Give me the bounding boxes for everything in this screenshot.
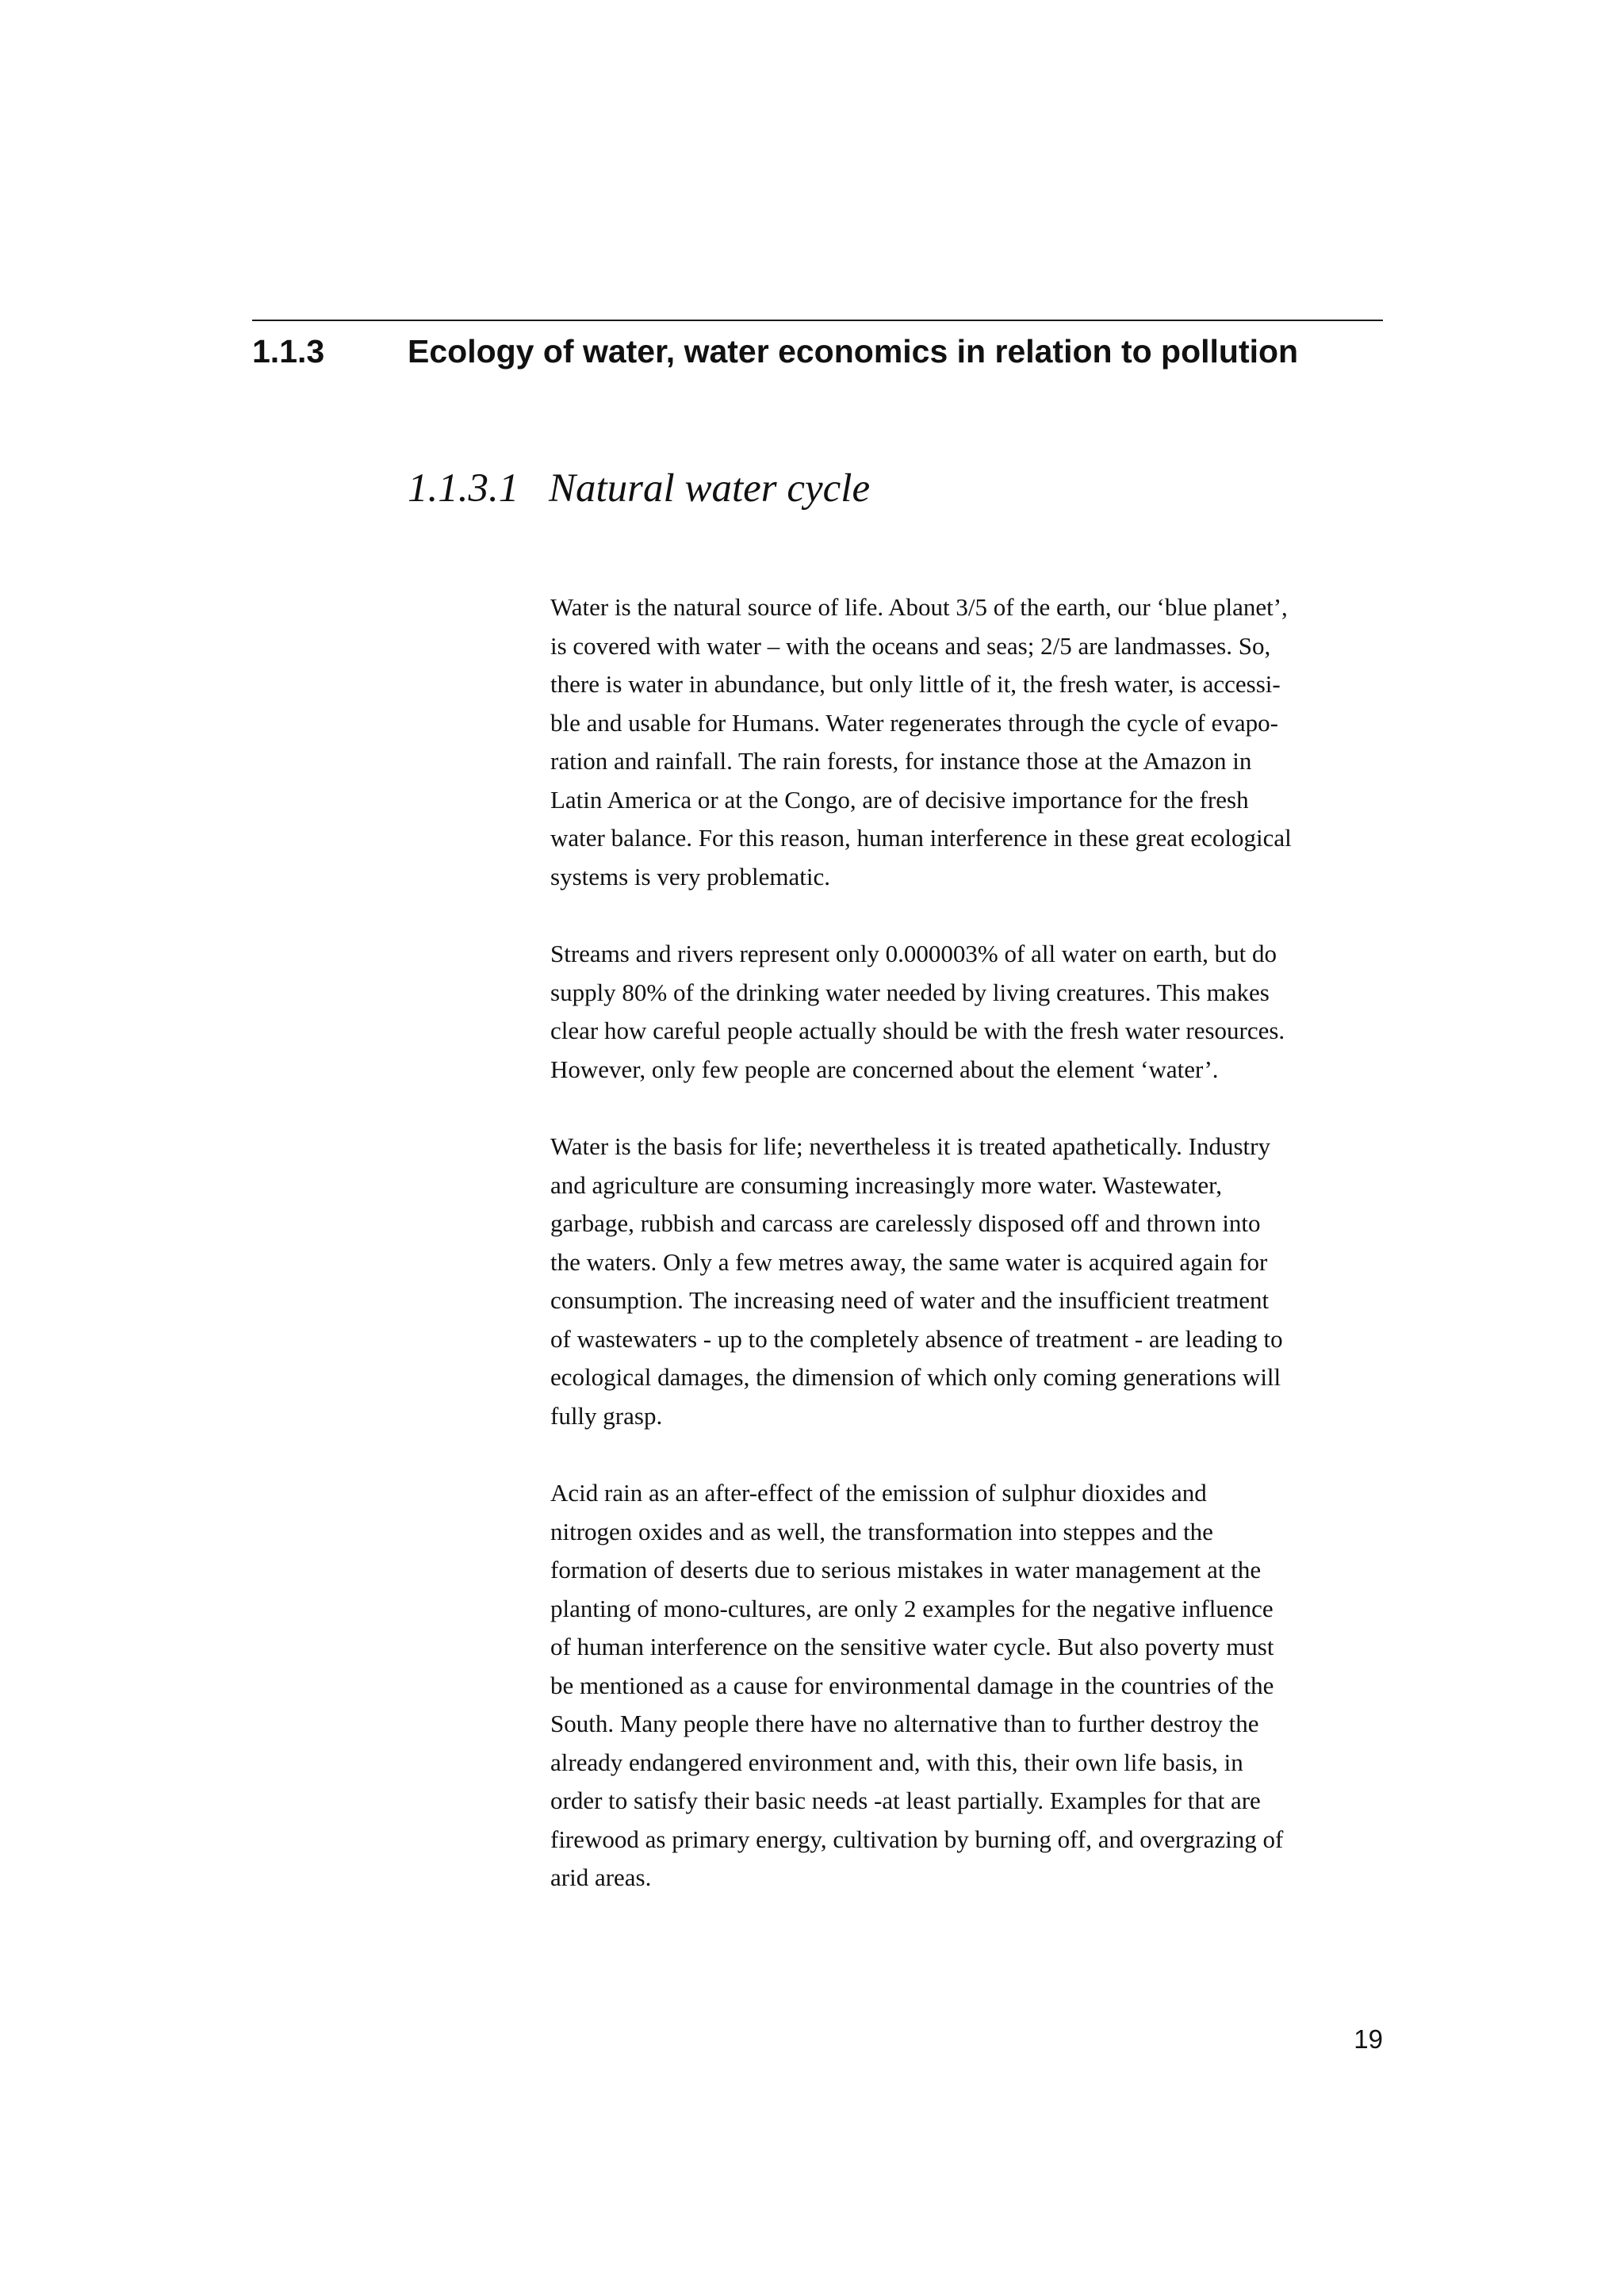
text-line: Streams and rivers represent only 0.000003% of all water on earth, but do bbox=[550, 940, 1277, 967]
text-line: consumption. The increasing need of water and the insufficient treatment bbox=[550, 1286, 1270, 1314]
text-line: water balance. For this reason, human interference in these great ecological bbox=[550, 824, 1292, 852]
subsection-title: Natural water cycle bbox=[549, 466, 871, 511]
text-line: fully grasp. bbox=[550, 1401, 663, 1430]
paragraph bbox=[550, 1474, 1383, 1898]
text-line: ration and rainfall. The rain forests, for instance those at the Amazon in bbox=[550, 747, 1252, 775]
text-line: and agriculture are consuming increasingly more water. Wastewater, bbox=[550, 1170, 1223, 1199]
body-text bbox=[550, 588, 1383, 1936]
section-rule bbox=[252, 320, 1383, 321]
text-line: ecological damages, the dimension of which only coming generations will bbox=[550, 1363, 1281, 1391]
text-line: formation of deserts due to serious mistakes in water management at the bbox=[550, 1556, 1262, 1584]
text-line: planting of mono-cultures, are only 2 examples for the negative influence bbox=[550, 1594, 1274, 1622]
paragraph bbox=[550, 588, 1383, 896]
subsection-number: 1.1.3.1 bbox=[408, 466, 519, 511]
subsection-heading bbox=[408, 461, 870, 515]
text-line: nitrogen oxides and as well, the transformation into steppes and the bbox=[550, 1517, 1213, 1545]
text-line: of human interference on the sensitive water cycle. But also poverty must bbox=[550, 1633, 1274, 1660]
text-line: the waters. Only a few metres away, the same water is acquired again for bbox=[550, 1247, 1268, 1276]
text-line: Water is the natural source of life. About 3/5 of the earth, our ‘blue planet’, bbox=[550, 593, 1288, 621]
text-line: there is water in abundance, but only little of it, the fresh water, is accessi- bbox=[550, 670, 1281, 698]
text-line: Latin America or at the Congo, are of decisive importance for the fresh bbox=[550, 785, 1249, 814]
section-number: 1.1.3 bbox=[252, 333, 325, 370]
text-line: garbage, rubbish and carcass are carelessly disposed off and thrown into bbox=[550, 1209, 1261, 1237]
text-line: supply 80% of the drinking water needed by living creatures. This makes bbox=[550, 978, 1270, 1006]
text-line: systems is very problematic. bbox=[550, 862, 830, 890]
paragraph bbox=[550, 1128, 1383, 1435]
text-line: Acid rain as an after-effect of the emission of sulphur dioxides and bbox=[550, 1479, 1207, 1507]
text-line: order to satisfy their basic needs -at least partially. Examples for that are bbox=[550, 1787, 1261, 1814]
page-number: 19 bbox=[1354, 2024, 1383, 2054]
text-line: clear how careful people actually should be with the fresh water resources. bbox=[550, 1017, 1285, 1044]
paragraph bbox=[550, 935, 1383, 1089]
text-line: of wastewaters - up to the completely absence of treatment - are leading to bbox=[550, 1324, 1283, 1353]
text-line: Water is the basis for life; nevertheless it is treated apathetically. Industry bbox=[550, 1132, 1270, 1160]
text-line: already endangered environment and, with this, their own life basis, in bbox=[550, 1748, 1243, 1776]
text-line: be mentioned as a cause for environmental damage in the countries of the bbox=[550, 1671, 1274, 1699]
text-line: However, only few people are concerned about the element ‘water’. bbox=[550, 1055, 1219, 1083]
text-line: ble and usable for Humans. Water regenerates through the cycle of evapo- bbox=[550, 708, 1278, 737]
section-title: Ecology of water, water economics in relation to pollution bbox=[408, 333, 1299, 370]
text-line: firewood as primary energy, cultivation by burning off, and overgrazing of bbox=[550, 1825, 1284, 1853]
text-line: South. Many people there have no alternative than to further destroy the bbox=[550, 1710, 1259, 1737]
section-heading bbox=[252, 329, 1383, 373]
text-line: arid areas. bbox=[550, 1863, 652, 1891]
text-line: is covered with water – with the oceans and seas; 2/5 are landmasses. So, bbox=[550, 631, 1271, 660]
